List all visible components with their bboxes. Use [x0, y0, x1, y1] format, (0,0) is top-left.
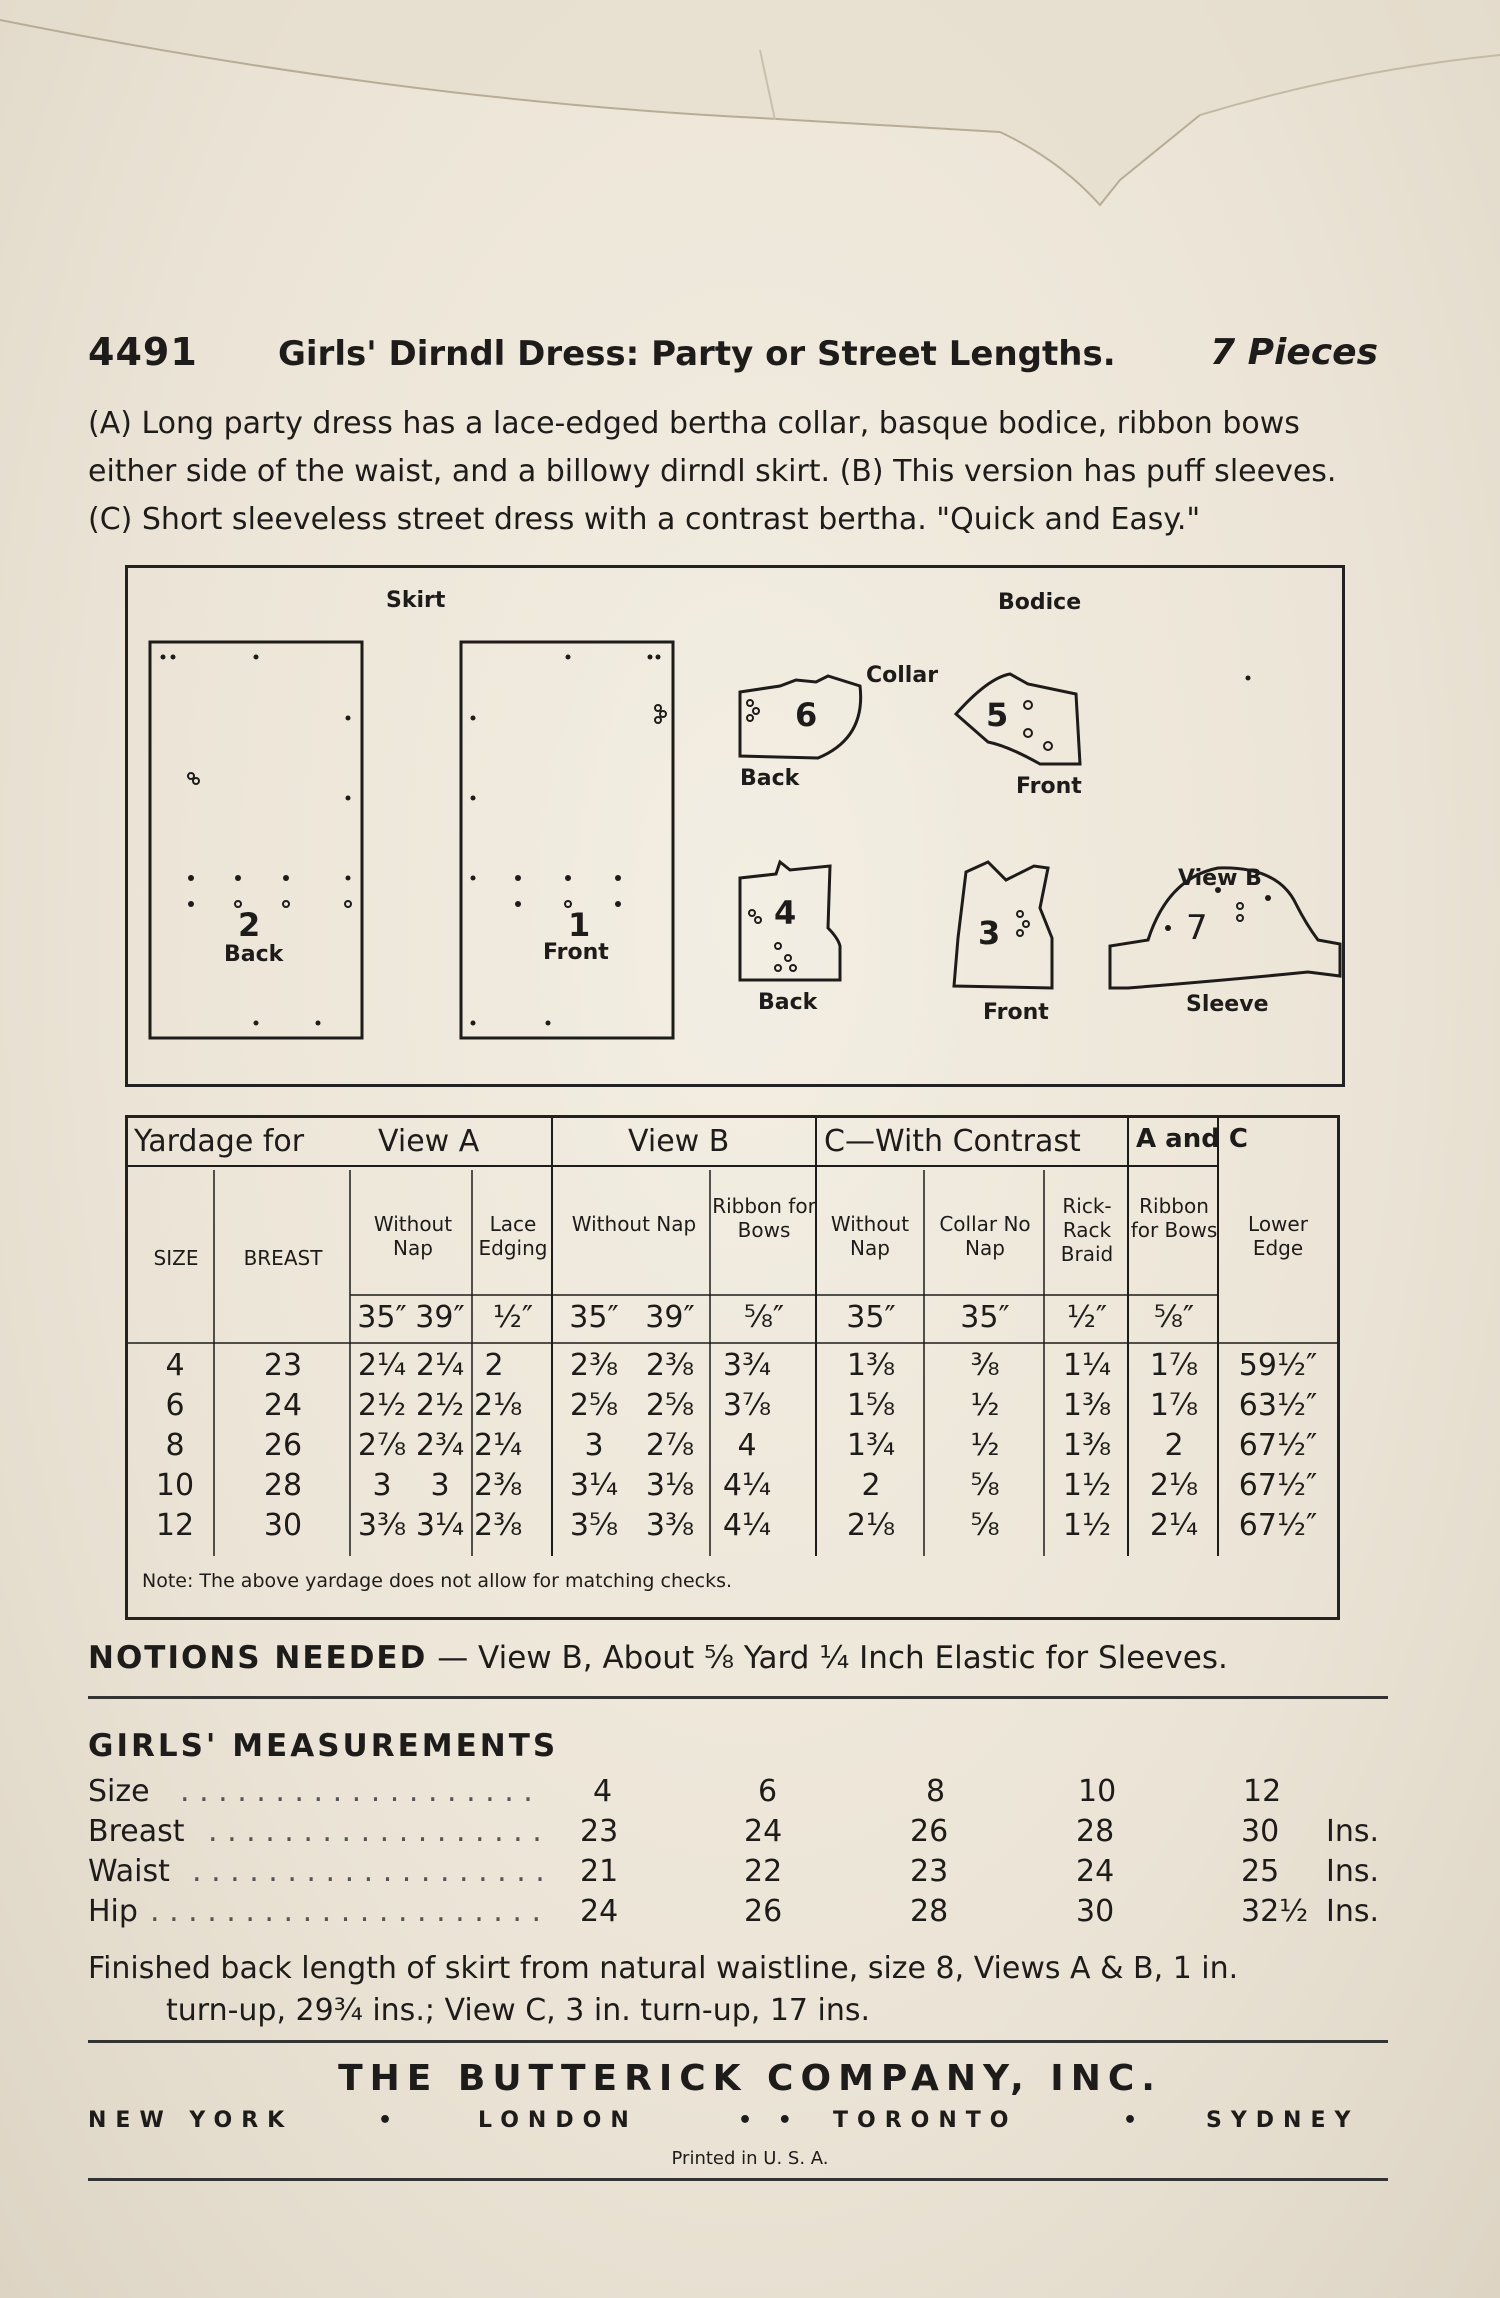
- table-row: [128, 1468, 1337, 1508]
- company-name: THE BUTTERICK COMPANY, INC.: [338, 2058, 1162, 2099]
- yardage-note: Note: The above yardage does not allow for matching checks.: [142, 1570, 733, 1592]
- pattern-header: [88, 330, 1378, 380]
- measurement-label: Size: [88, 1774, 150, 1809]
- measurement-label: Breast: [88, 1814, 185, 1849]
- measurement-row: Breast . . . . . . . . . . . . . . . . . . 23 24 26 28 30 Ins.: [88, 1814, 1380, 1849]
- piece-5-outline: [956, 674, 1080, 764]
- yardage-rows: [128, 1348, 1337, 1558]
- piece-5-name: Front: [1016, 774, 1082, 799]
- measurement-value: 4: [593, 1774, 613, 1809]
- row-lower-edge: 67½″: [1238, 1508, 1318, 1543]
- measurement-value: 6: [758, 1774, 778, 1809]
- measurement-value: 22: [744, 1854, 783, 1889]
- city: SYDNEY: [1206, 2108, 1360, 2133]
- piece-3-number: 3: [978, 914, 1001, 952]
- notions-text: — View B, About ⅝ Yard ¼ Inch Elastic for Sleeves.: [437, 1640, 1228, 1676]
- row-b39: 2⅝: [645, 1388, 695, 1423]
- finished-line: turn-up, 29¾ ins.; View C, 3 in. turn-up, 17 ins.: [166, 1993, 871, 2028]
- width-bribbon: ⅝″: [743, 1300, 785, 1335]
- width-a39: 39″: [415, 1300, 465, 1335]
- measurement-value: 21: [580, 1854, 619, 1889]
- measurement-unit: Ins.: [1326, 1814, 1380, 1849]
- piece-7-name: Sleeve: [1186, 992, 1269, 1017]
- description-line: (C) Short sleeveless street dress with a contrast bertha. "Quick and Easy.": [88, 502, 1201, 537]
- width-lace: ½″: [492, 1300, 534, 1335]
- width-rick: ½″: [1066, 1300, 1108, 1335]
- description-line: (A) Long party dress has a lace-edged bertha collar, basque bodice, ribbon bows: [88, 406, 1300, 441]
- row-b35: 3: [584, 1428, 604, 1463]
- row-acribbon: 1⅞: [1149, 1348, 1199, 1383]
- width-b35: 35″: [569, 1300, 619, 1335]
- divider: [88, 1696, 1388, 1699]
- piece-1-number: 1: [568, 906, 591, 944]
- b-ribbon-header: Ribbon for Bows: [712, 1194, 816, 1242]
- notions-label: NOTIONS NEEDED: [88, 1640, 428, 1676]
- row-size: 6: [165, 1388, 185, 1423]
- row-breast: 30: [263, 1508, 303, 1543]
- b-without-nap-header: Without Nap: [571, 1212, 697, 1236]
- width-c35: 35″: [846, 1300, 896, 1335]
- row-a39: 2¼: [415, 1348, 465, 1383]
- row-c35: 1⅝: [846, 1388, 896, 1423]
- row-lace: 2⅜: [474, 1468, 523, 1503]
- piece-count: 7 Pieces: [1210, 332, 1378, 373]
- c-without-nap-header: Without Nap: [830, 1212, 910, 1260]
- row-size: 8: [165, 1428, 185, 1463]
- piece-4-number: 4: [774, 894, 797, 932]
- row-bribbon: 4: [737, 1428, 757, 1463]
- measurement-label: Hip: [88, 1894, 138, 1929]
- view-b-header: View B: [628, 1124, 730, 1159]
- row-breast: 24: [263, 1388, 303, 1423]
- piece-6-name: Back: [740, 766, 800, 791]
- measurement-value: 30: [1076, 1894, 1115, 1929]
- measurement-value: 23: [580, 1814, 619, 1849]
- measurement-unit: Ins.: [1326, 1854, 1380, 1889]
- view-ac-header: A and C: [1136, 1124, 1248, 1154]
- piece-3-outline: [954, 862, 1052, 988]
- row-collar: ⅝: [970, 1508, 1000, 1543]
- view-a-header: View A: [378, 1124, 480, 1159]
- measurement-value: 10: [1078, 1774, 1117, 1809]
- city: NEW YORK: [88, 2108, 294, 2133]
- a-lace-header: Lace Edging: [478, 1212, 548, 1260]
- piece-1-outline: [461, 642, 673, 1038]
- row-lower-edge: 67½″: [1238, 1428, 1318, 1463]
- skirt-label: Skirt: [386, 588, 446, 613]
- printed-in: Printed in U. S. A.: [671, 2148, 829, 2169]
- row-acribbon: 2⅛: [1149, 1468, 1199, 1503]
- row-breast: 26: [263, 1428, 303, 1463]
- breast-column-header: BREAST: [243, 1246, 323, 1270]
- measurement-value: 26: [744, 1894, 783, 1929]
- piece-7-number: 7: [1186, 908, 1208, 948]
- row-lower-edge: 63½″: [1238, 1388, 1318, 1423]
- row-a39: 2¾: [415, 1428, 465, 1463]
- row-lace: 2⅜: [474, 1508, 523, 1543]
- row-a35: 2½: [357, 1388, 407, 1423]
- view-c-header: C—With Contrast: [824, 1124, 1081, 1159]
- row-b39: 3⅛: [645, 1468, 695, 1503]
- finished-line: Finished back length of skirt from natural waistline, size 8, Views A & B, 1 in.: [88, 1951, 1239, 1986]
- piece-5-number: 5: [986, 696, 1009, 734]
- row-lace: 2: [484, 1348, 504, 1383]
- row-acribbon: 2¼: [1149, 1508, 1199, 1543]
- lower-edge-header: Lower Edge: [1248, 1212, 1308, 1260]
- row-rick: 1⅜: [1062, 1428, 1112, 1463]
- measurement-row: Waist . . . . . . . . . . . . . . . . . . . 21 22 23 24 25 Ins.: [88, 1854, 1380, 1889]
- table-row: [128, 1508, 1337, 1548]
- measurement-value: 30: [1241, 1814, 1280, 1849]
- table-row: [128, 1428, 1337, 1468]
- measurements-title: GIRLS' MEASUREMENTS: [88, 1728, 559, 1764]
- row-rick: 1¼: [1062, 1348, 1112, 1383]
- row-collar: ½: [970, 1428, 1000, 1463]
- yardage-table: [125, 1115, 1340, 1620]
- width-collar: 35″: [960, 1300, 1010, 1335]
- bodice-label: Bodice: [998, 590, 1082, 615]
- width-acribbon: ⅝″: [1153, 1300, 1195, 1335]
- row-a39: 3: [430, 1468, 450, 1503]
- row-breast: 23: [263, 1348, 303, 1383]
- measurement-label: Waist: [88, 1854, 170, 1889]
- row-b35: 2⅝: [569, 1388, 619, 1423]
- row-a35: 3: [372, 1468, 392, 1503]
- row-a35: 3⅜: [357, 1508, 407, 1543]
- pattern-title: Girls' Dirndl Dress: Party or Street Lengths.: [278, 334, 1116, 374]
- row-acribbon: 1⅞: [1149, 1388, 1199, 1423]
- piece-2-number: 2: [238, 906, 261, 944]
- size-column-header: SIZE: [153, 1246, 199, 1270]
- measurement-value: 24: [744, 1814, 783, 1849]
- row-lace: 2⅛: [474, 1388, 523, 1423]
- table-row: [128, 1348, 1337, 1388]
- row-b35: 3¼: [569, 1468, 619, 1503]
- row-acribbon: 2: [1164, 1428, 1184, 1463]
- pattern-pieces-diagram: [125, 565, 1345, 1087]
- table-row: [128, 1388, 1337, 1428]
- row-c35: 1¾: [846, 1428, 896, 1463]
- company-cities: NEW YORK • LONDON • • TORONTO • SYDNEY: [88, 2108, 1360, 2133]
- row-b39: 3⅜: [645, 1508, 695, 1543]
- measurement-value: 32½: [1241, 1894, 1309, 1929]
- piece-6-number: 6: [795, 696, 818, 734]
- envelope-flap-fold: [0, 0, 1500, 260]
- width-b39: 39″: [645, 1300, 695, 1335]
- row-a35: 2⅞: [357, 1428, 407, 1463]
- row-size: 4: [165, 1348, 185, 1383]
- collar-label: Collar: [866, 663, 939, 688]
- row-a39: 3¼: [415, 1508, 465, 1543]
- row-size: 10: [155, 1468, 195, 1503]
- piece-3-name: Front: [983, 1000, 1049, 1025]
- pattern-number: 4491: [88, 330, 198, 374]
- measurement-value: 26: [910, 1814, 949, 1849]
- row-rick: 1⅜: [1062, 1388, 1112, 1423]
- ac-ribbon-header: Ribbon for Bows: [1130, 1194, 1218, 1242]
- measurement-value: 24: [580, 1894, 619, 1929]
- measurement-value: 28: [1076, 1814, 1115, 1849]
- row-bribbon: 3⅞: [722, 1388, 772, 1423]
- row-lower-edge: 59½″: [1238, 1348, 1318, 1383]
- row-breast: 28: [263, 1468, 303, 1503]
- measurement-value: 25: [1241, 1854, 1280, 1889]
- pattern-description: [88, 400, 1378, 544]
- view-b-label: View B: [1178, 866, 1262, 891]
- measurement-value: 12: [1243, 1774, 1282, 1809]
- row-rick: 1½: [1062, 1468, 1112, 1503]
- measurement-value: 8: [926, 1774, 946, 1809]
- city: TORONTO: [833, 2108, 1018, 2133]
- row-c35: 2: [861, 1468, 881, 1503]
- measurement-row: Hip . . . . . . . . . . . . . . . . . . . . . 24 26 28 30 32½ Ins.: [88, 1894, 1380, 1929]
- c-rick-rack-header: Rick- Rack Braid: [1060, 1194, 1114, 1266]
- row-a35: 2¼: [357, 1348, 407, 1383]
- row-bribbon: 4¼: [722, 1468, 772, 1503]
- notions-needed: [88, 1640, 1388, 1676]
- row-c35: 1⅜: [846, 1348, 896, 1383]
- row-b39: 2⅜: [645, 1348, 695, 1383]
- row-bribbon: 4¼: [722, 1508, 772, 1543]
- row-c35: 2⅛: [846, 1508, 896, 1543]
- row-lower-edge: 67½″: [1238, 1468, 1318, 1503]
- piece-2-name: Back: [224, 942, 284, 967]
- piece-2-outline: [150, 642, 362, 1038]
- row-b35: 2⅜: [569, 1348, 619, 1383]
- row-lace: 2¼: [474, 1428, 523, 1463]
- measurement-value: 23: [910, 1854, 949, 1889]
- yardage-title: Yardage for: [134, 1124, 305, 1159]
- row-collar: ⅝: [970, 1468, 1000, 1503]
- divider: [88, 2178, 1388, 2181]
- measurement-row: Size . . . . . . . . . . . . . . . . . . . 4 6 8 10 12: [88, 1774, 1282, 1809]
- finished-length-note: [88, 1948, 1388, 2032]
- a-without-nap-header: Without Nap: [373, 1212, 453, 1260]
- pattern-pieces-drawing: [128, 568, 1342, 1084]
- row-b39: 2⅞: [645, 1428, 695, 1463]
- measurement-unit: Ins.: [1326, 1894, 1380, 1929]
- row-collar: ½: [970, 1388, 1000, 1423]
- description-line: either side of the waist, and a billowy dirndl skirt. (B) This version has puff sleeves.: [88, 454, 1337, 489]
- city: LONDON: [478, 2108, 638, 2133]
- width-a35: 35″: [357, 1300, 407, 1335]
- measurement-value: 24: [1076, 1854, 1115, 1889]
- piece-1-name: Front: [543, 940, 609, 965]
- row-rick: 1½: [1062, 1508, 1112, 1543]
- row-bribbon: 3¾: [722, 1348, 772, 1383]
- divider: [88, 2040, 1388, 2043]
- row-size: 12: [155, 1508, 195, 1543]
- measurement-value: 28: [910, 1894, 949, 1929]
- row-b35: 3⅝: [569, 1508, 619, 1543]
- c-collar-header: Collar No Nap: [939, 1212, 1031, 1260]
- row-a39: 2½: [415, 1388, 465, 1423]
- row-collar: ⅜: [970, 1348, 1000, 1383]
- piece-4-name: Back: [758, 990, 818, 1015]
